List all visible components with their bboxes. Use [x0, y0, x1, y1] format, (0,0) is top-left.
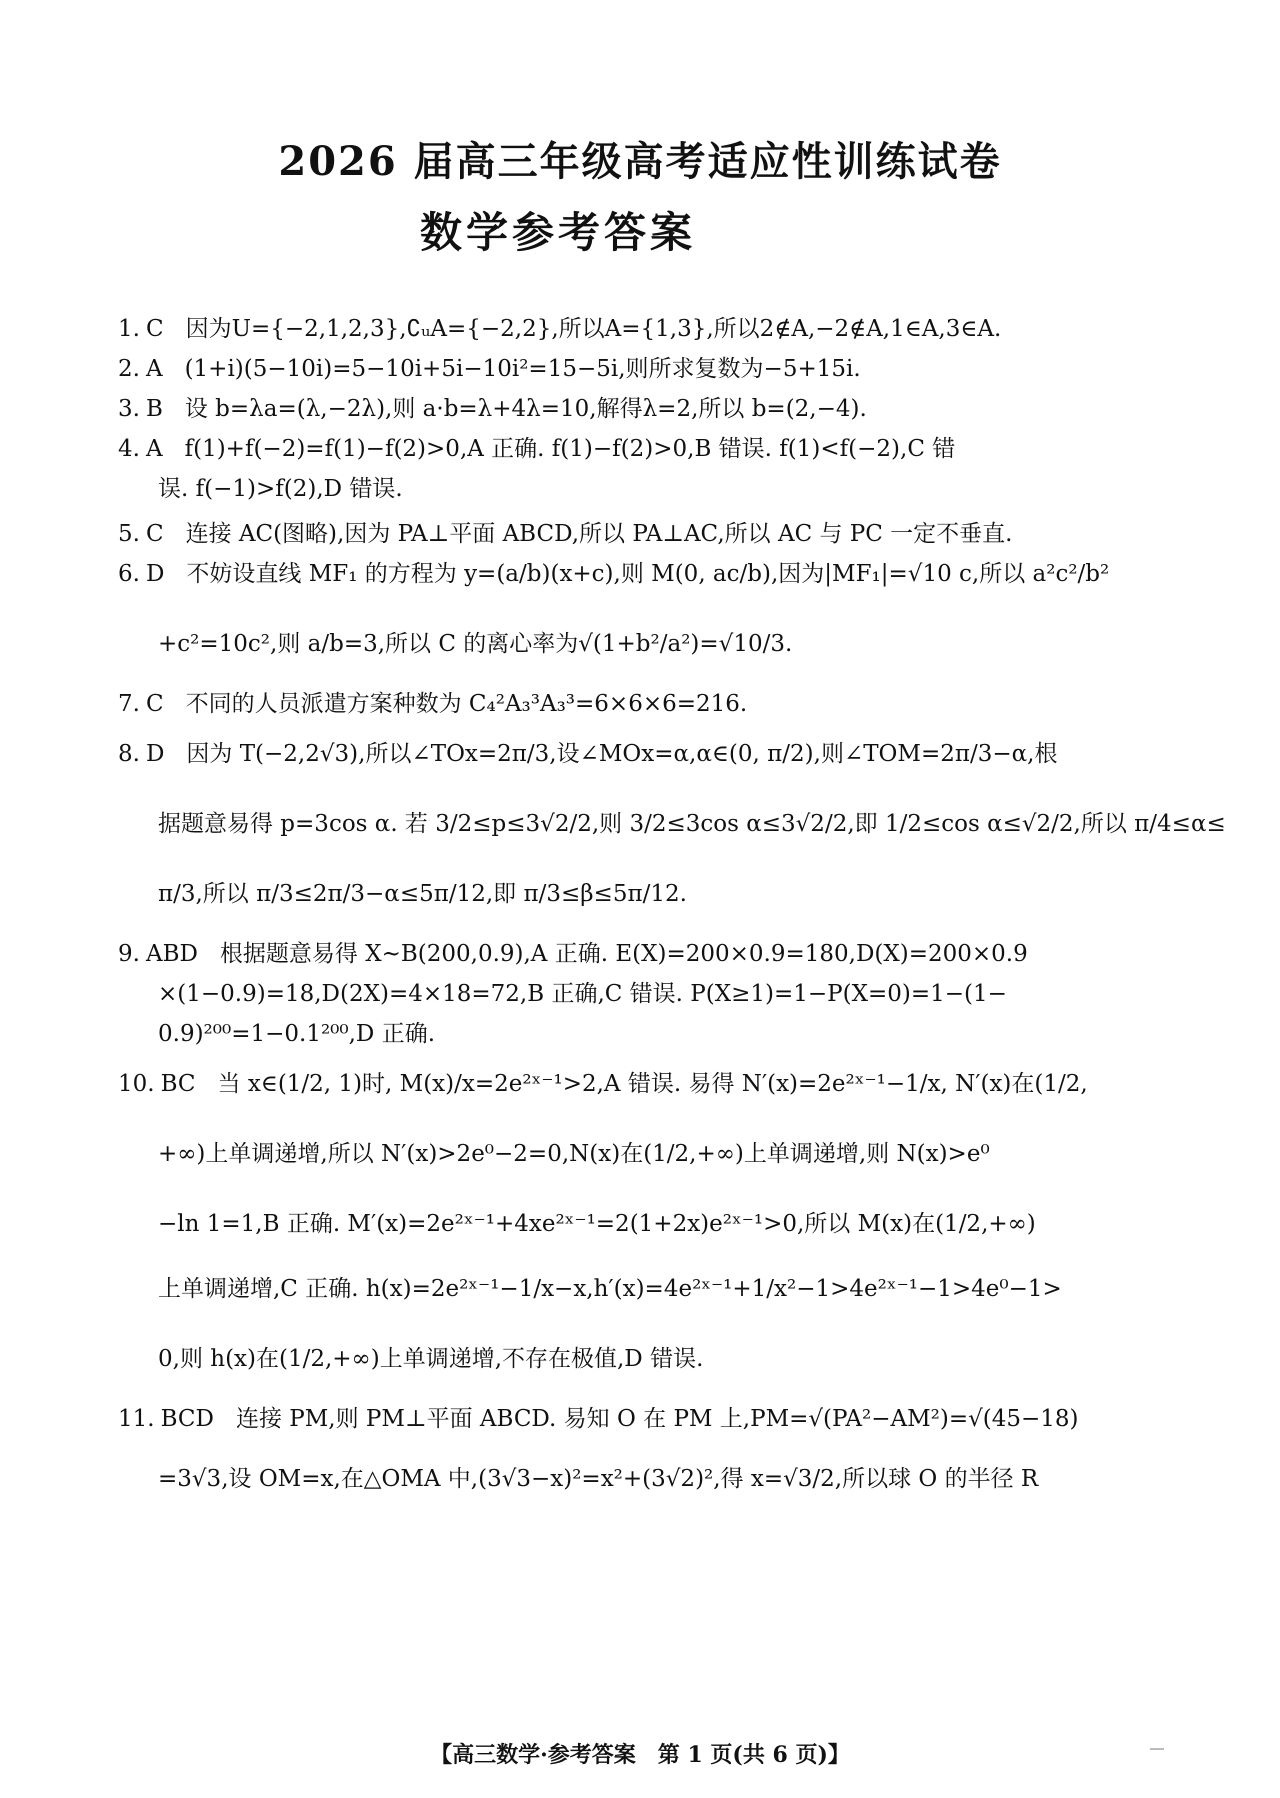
- answer-item: [118, 685, 1178, 718]
- answer-explanation-continued: 据题意易得 p=3cos α. 若 3/2≤p≤3√2/2,则 3/2≤3cos α≤3√2/2,即 1/2≤cos α≤√2/2,所以 π/4≤α≤: [158, 811, 1226, 837]
- answer-explanation-continued: =3√3,设 OM=x,在△OMA 中,(3√3−x)²=x²+(3√2)²,得 x=√3/2,所以球 O 的半径 R: [158, 1466, 1039, 1492]
- answer-explanation: (1+i)(5−10i)=5−10i+5i−10i²=15−5i,则所求复数为−5+15i.: [184, 356, 861, 382]
- question-number: 4.: [118, 436, 140, 462]
- answer-key: A: [145, 356, 163, 382]
- question-number: 10.: [118, 1071, 155, 1097]
- answer-key: D: [145, 741, 165, 767]
- question-number: 3.: [118, 396, 140, 422]
- answer-item: [118, 310, 1178, 343]
- answer-explanation-continued: 误. f(−1)>f(2),D 错误.: [158, 476, 403, 502]
- answer-explanation-continued: ×(1−0.9)=18,D(2X)=4×18=72,B 正确,C 错误. P(X≥1)=1−P(X=0)=1−(1−: [158, 981, 1007, 1007]
- answer-explanation-continued: +c²=10c²,则 a/b=3,所以 C 的离心率为√(1+b²/a²)=√10/3.: [158, 631, 793, 657]
- answer-item: [118, 1065, 1178, 1098]
- answer-key: BC: [160, 1071, 196, 1097]
- answer-key: ABD: [145, 941, 198, 967]
- answer-key: B: [145, 396, 163, 422]
- answer-item: [118, 935, 1178, 968]
- answer-explanation: 设 b=λa=(λ,−2λ),则 a·b=λ+4λ=10,解得λ=2,所以 b=(2,−4).: [184, 396, 867, 422]
- answer-explanation-continued: −ln 1=1,B 正确. M′(x)=2e²ˣ⁻¹+4xe²ˣ⁻¹=2(1+2x)e²ˣ⁻¹>0,所以 M(x)在(1/2,+∞): [158, 1211, 1036, 1237]
- answer-item: [118, 390, 1178, 423]
- answer-item: [118, 1400, 1178, 1433]
- answer-explanation: 因为U={−2,1,2,3},∁ᵤA={−2,2},所以A={1,3},所以2∉A,−2∉A,1∈A,3∈A.: [185, 316, 1002, 342]
- answer-item: [118, 555, 1178, 588]
- question-number: 9.: [118, 941, 140, 967]
- document-subtitle: 数学参考答案: [420, 208, 697, 257]
- question-number: 2.: [118, 356, 140, 382]
- page-footer: 【高三数学·参考答案 第 1 页(共 6 页)】: [430, 1742, 850, 1768]
- answer-item: [118, 735, 1178, 768]
- answer-explanation: 根据题意易得 X~B(200,0.9),A 正确. E(X)=200×0.9=180,D(X)=200×0.9: [219, 941, 1028, 967]
- answer-explanation: 连接 AC(图略),因为 PA⊥平面 ABCD,所以 PA⊥AC,所以 AC 与 PC 一定不垂直.: [185, 521, 1013, 547]
- answer-explanation: 当 x∈(1/2, 1)时, M(x)/x=2e²ˣ⁻¹>2,A 错误. 易得 N′(x)=2e²ˣ⁻¹−1/x, N′(x)在(1/2,: [217, 1071, 1088, 1097]
- answer-explanation: 不妨设直线 MF₁ 的方程为 y=(a/b)(x+c),则 M(0, ac/b),因为|MF₁|=√10 c,所以 a²c²/b²: [186, 561, 1110, 587]
- answer-explanation-continued: 上单调递增,C 正确. h(x)=2e²ˣ⁻¹−1/x−x,h′(x)=4e²ˣ⁻¹+1/x²−1>4e²ˣ⁻¹−1>4e⁰−1>: [158, 1276, 1062, 1302]
- answer-explanation: 不同的人员派遣方案种数为 C₄²A₃³A₃³=6×6×6=216.: [185, 691, 748, 717]
- answer-item: [118, 350, 1178, 383]
- answer-explanation: 连接 PM,则 PM⊥平面 ABCD. 易知 O 在 PM 上,PM=√(PA²−AM²)=√(45−18): [235, 1406, 1079, 1432]
- question-number: 7.: [118, 691, 140, 717]
- answer-key: C: [145, 691, 164, 717]
- answer-item: [118, 430, 1178, 463]
- document-title: 2026 届高三年级高考适应性训练试卷: [278, 138, 1002, 185]
- question-number: 6.: [118, 561, 140, 587]
- answer-explanation-continued: 0,则 h(x)在(1/2,+∞)上单调递增,不存在极值,D 错误.: [158, 1346, 704, 1372]
- answer-key: D: [145, 561, 165, 587]
- answer-item: [118, 515, 1178, 548]
- question-number: 11.: [118, 1406, 155, 1432]
- answer-key: BCD: [160, 1406, 214, 1432]
- answer-key: A: [145, 436, 163, 462]
- answer-explanation: 因为 T(−2,2√3),所以∠TOx=2π/3,设∠MOx=α,α∈(0, π/2),则∠TOM=2π/3−α,根: [186, 741, 1058, 767]
- question-number: 5.: [118, 521, 140, 547]
- scan-mark: [1150, 1748, 1164, 1750]
- answer-explanation-continued: π/3,所以 π/3≤2π/3−α≤5π/12,即 π/3≤β≤5π/12.: [158, 881, 687, 907]
- question-number: 1.: [118, 316, 140, 342]
- question-number: 8.: [118, 741, 140, 767]
- answer-explanation-continued: +∞)上单调递增,所以 N′(x)>2e⁰−2=0,N(x)在(1/2,+∞)上单调递增,则 N(x)>e⁰: [158, 1141, 990, 1167]
- answer-key: C: [145, 316, 164, 342]
- answer-explanation: f(1)+f(−2)=f(1)−f(2)>0,A 正确. f(1)−f(2)>0,B 错误. f(1)<f(−2),C 错: [184, 436, 956, 462]
- answer-explanation-continued: 0.9)²⁰⁰=1−0.1²⁰⁰,D 正确.: [158, 1021, 435, 1047]
- answer-key: C: [145, 521, 164, 547]
